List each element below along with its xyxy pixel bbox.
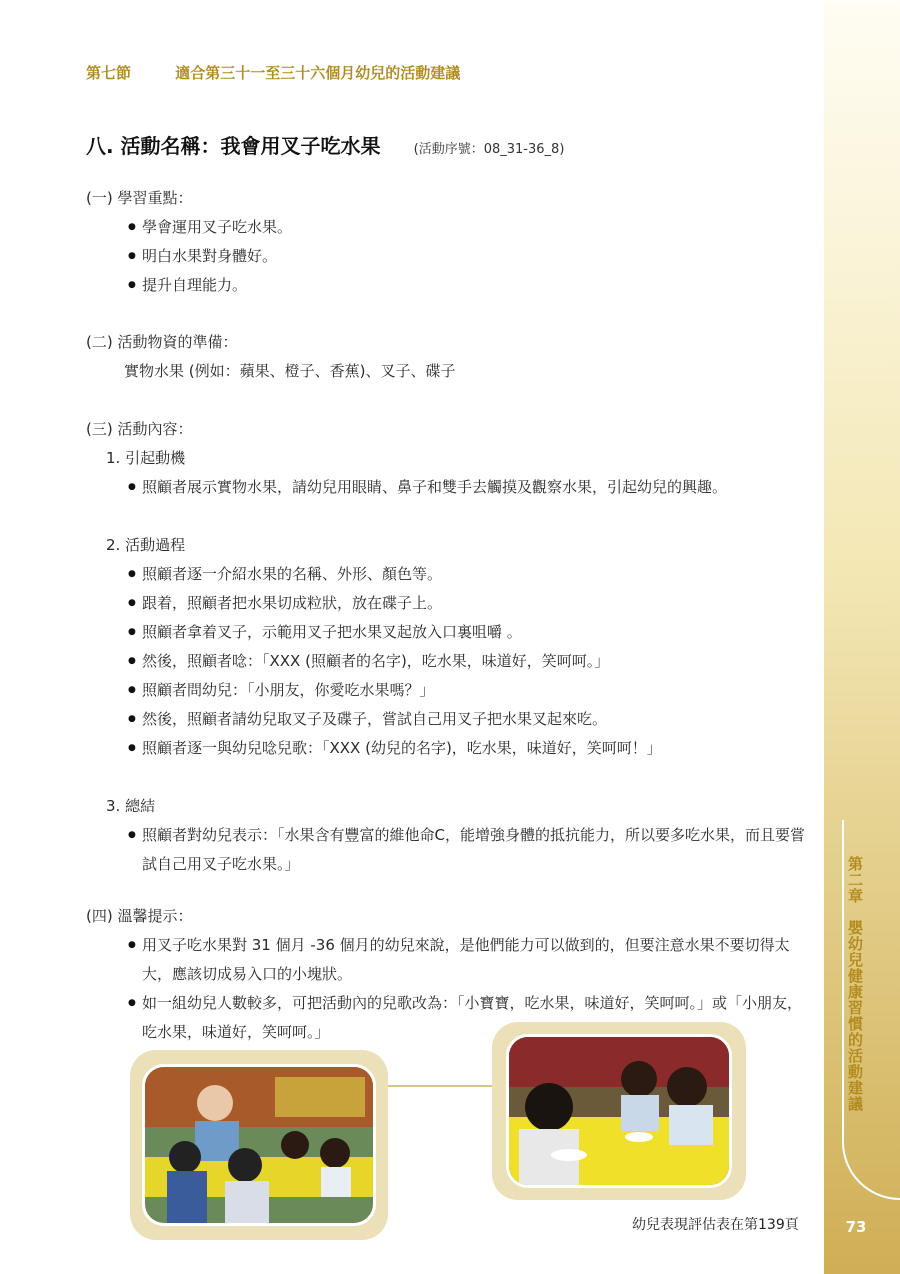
list-item: ● 提升自理能力。 bbox=[128, 271, 786, 300]
step3-title: 3. 總結 bbox=[106, 797, 156, 815]
photo-frame-right bbox=[492, 1022, 746, 1200]
photo-children-with-caregiver bbox=[142, 1064, 376, 1226]
materials-section bbox=[86, 328, 786, 386]
content-heading: (三) 活動內容： bbox=[86, 420, 193, 438]
chapter-label: 第二章 嬰幼兒健康習慣的活動建議 bbox=[846, 856, 864, 1112]
section-title: 適合第三十一至三十六個月幼兒的活動建議 bbox=[175, 64, 461, 82]
photo-children-table-image bbox=[145, 1067, 373, 1223]
list-item: ● 如一組幼兒人數較多，可把活動內的兒歌改為：「小寶寶，吃水果，味道好，笑呵呵。」或「小朋友，吃水果，味道好，笑呵呵。」 bbox=[128, 989, 806, 1047]
photo-connector-line bbox=[386, 1085, 496, 1087]
list-item: ● 然後，照顧者唸：「XXX (照顧者的名字)，吃水果，味道好，笑呵呵。」 bbox=[128, 647, 806, 676]
learning-heading: (一) 學習重點： bbox=[86, 189, 193, 207]
step2-title: 2. 活動過程 bbox=[106, 536, 186, 554]
list-item: ● 照顧者拿着叉子，示範用叉子把水果叉起放入口裏咀嚼 。 bbox=[128, 618, 806, 647]
step1-list bbox=[86, 473, 806, 502]
tips-heading: (四) 溫馨提示： bbox=[86, 907, 193, 925]
materials-text: 實物水果 (例如：蘋果、橙子、香蕉)、叉子、碟子 bbox=[124, 362, 456, 380]
section-number: 第七節 bbox=[86, 64, 132, 82]
step1-title: 1. 引起動機 bbox=[106, 449, 186, 467]
photo-frame-left bbox=[130, 1050, 388, 1240]
list-item: ● 跟着，照顧者把水果切成粒狀，放在碟子上。 bbox=[128, 589, 806, 618]
learning-list bbox=[86, 213, 786, 300]
photo-children-eating-image bbox=[509, 1037, 729, 1185]
page-number: 73 bbox=[845, 1218, 867, 1236]
activity-title-row bbox=[86, 130, 564, 159]
learning-section bbox=[86, 184, 786, 300]
activity-title: 八. 活動名稱：我會用叉子吃水果 bbox=[86, 134, 381, 158]
list-item: ● 用叉子吃水果對 31 個月 -36 個月的幼兒來說，是他們能力可以做到的，但要注意水果不要切得太大，應該切成易入口的小塊狀。 bbox=[128, 931, 806, 989]
list-item: ● 照顧者展示實物水果，請幼兒用眼睛、鼻子和雙手去觸摸及觀察水果，引起幼兒的興趣。 bbox=[128, 473, 806, 502]
list-item: ● 照顧者問幼兒：「小朋友，你愛吃水果嗎？」 bbox=[128, 676, 806, 705]
list-item: ● 明白水果對身體好。 bbox=[128, 242, 786, 271]
materials-heading: (二) 活動物資的準備： bbox=[86, 333, 238, 351]
photo-children-eating bbox=[506, 1034, 732, 1188]
activity-serial: (活動序號：08_31-36_8) bbox=[413, 142, 565, 157]
step3-list bbox=[86, 821, 806, 879]
list-item: ● 照顧者逐一與幼兒唸兒歌：「XXX (幼兒的名字)，吃水果，味道好，笑呵呵！」 bbox=[128, 734, 806, 763]
list-item: ● 然後，照顧者請幼兒取叉子及碟子，嘗試自己用叉子把水果叉起來吃。 bbox=[128, 705, 806, 734]
section-header bbox=[86, 62, 460, 83]
assessment-reference: 幼兒表現評估表在第139頁 bbox=[632, 1217, 799, 1233]
content-section bbox=[86, 415, 806, 879]
step2-list bbox=[86, 560, 806, 763]
list-item: ● 照顧者對幼兒表示：「水果含有豐富的維他命C，能增強身體的抵抗能力，所以要多吃水果，而且要嘗試自己用叉子吃水果。」 bbox=[128, 821, 806, 879]
list-item: ● 學會運用叉子吃水果。 bbox=[128, 213, 786, 242]
list-item: ● 照顧者逐一介紹水果的名稱、外形、顏色等。 bbox=[128, 560, 806, 589]
